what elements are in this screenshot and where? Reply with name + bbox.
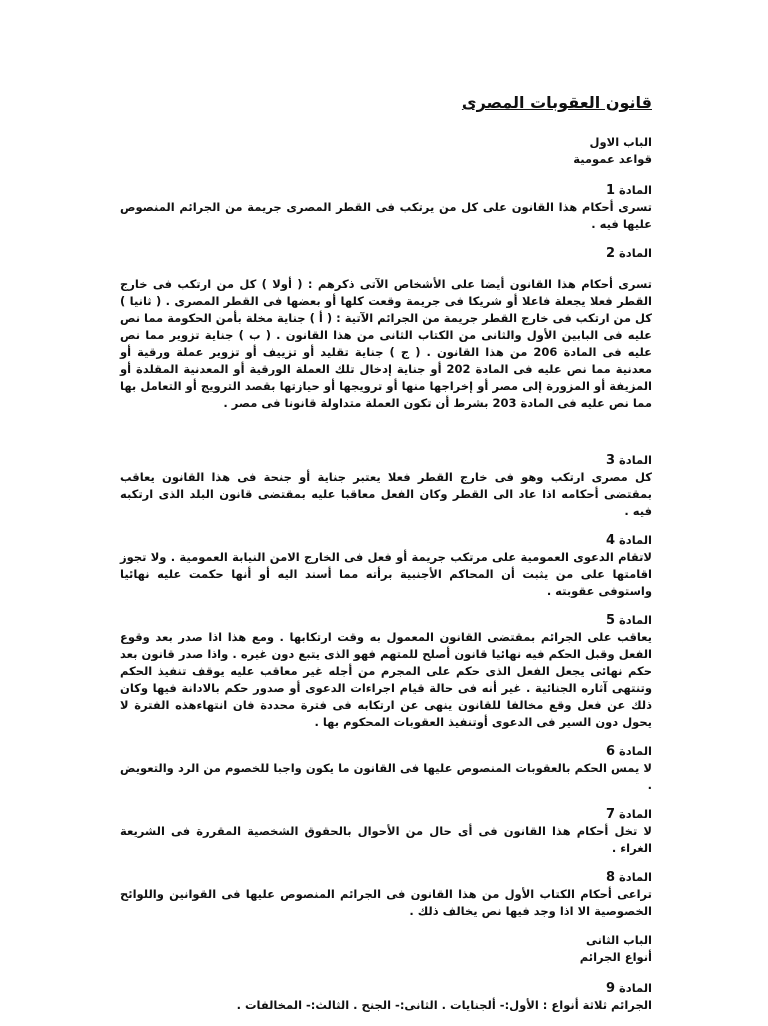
article-heading — [120, 452, 652, 469]
article-number: 7 — [605, 807, 615, 822]
article-number: 2 — [605, 246, 615, 261]
article-text: لا يمس الحكم بالعقوبات المنصوص عليها فى القانون ما يكون واجبا للخصوم من الرد والتعويض . — [120, 761, 652, 792]
article-label: المادة — [619, 246, 652, 260]
article-heading — [120, 245, 652, 262]
part-one-title: الباب الاول — [589, 135, 652, 149]
article-number: 6 — [605, 744, 615, 759]
article-label: المادة — [619, 533, 652, 547]
article-text: تسرى أحكام هذا القانون أيضا على الأشخاص الآتى ذكرهم : ( أولا ) كل من ارتكب فى خارج القطر فعلا يجعلة فاعلا أو شريكا فى جريمة وقعت كلها أو بعضها فى القطر المصرى . ( ثانيا ) كل من ارتكب فى خارج القطر جريمة من الجرائم الآتية : ( أ ) جناية مخلة بأمن الحكومة مما نص عليه فى البابين الأول والثانى من الكتاب الثانى من هذا القانون . ( ب ) جناية تزوير مما نص عليه فى المادة 206 من هذا القانون . ( ج ) جناية تقليد أو تزييف أو تزوير عملة ورقية أو معدنية مما نص عليه فى المادة 202 أو جناية إدخال تلك العملة الورقية أو المعدنية المقلدة أو المزيفة أو المزورة إلى مصر أو إخراجها منها أو ترويجها أو حيازتها بقصد الترويج أو التعامل بها مما نص عليه فى المادة 203 بشرط أن تكون العملة متداولة قانونا فى مصر . — [120, 277, 653, 410]
article-2 — [120, 245, 652, 412]
article-4 — [120, 532, 652, 600]
article-3 — [120, 452, 652, 520]
article-heading — [120, 532, 652, 549]
article-heading — [120, 612, 652, 629]
article-label: المادة — [619, 453, 652, 467]
document-page — [120, 92, 652, 1026]
article-number: 1 — [605, 183, 615, 198]
document-title: قانون العقوبات المصرى — [461, 93, 652, 112]
article-label: المادة — [619, 183, 652, 197]
article-heading — [120, 743, 652, 760]
part-one-subtitle: قواعد عمومية — [573, 152, 652, 166]
article-text: تسرى أحكام هذا القانون على كل من يرتكب فى القطر المصرى جريمة من الجرائم المنصوص عليها فيه . — [120, 200, 652, 231]
article-heading — [120, 806, 652, 823]
article-number: 5 — [605, 613, 615, 628]
article-text: لا تخل أحكام هذا القانون فى أى حال من الأحوال بالحقوق الشخصية المقررة فى الشريعة الغراء . — [120, 824, 652, 855]
part-two-heading — [120, 932, 652, 966]
article-1 — [120, 182, 652, 233]
article-6 — [120, 743, 652, 794]
article-text: كل مصرى ارتكب وهو فى خارج القطر فعلا يعتبر جناية أو جنحة فى هذا القانون يعاقب بمقتضى أحكامه اذا عاد الى القطر وكان الفعل معاقبا عليه بمقتضى قانون البلد الذى ارتكبه فيه . — [120, 470, 652, 518]
article-number: 8 — [605, 870, 615, 885]
article-label: المادة — [619, 613, 652, 627]
article-heading — [120, 182, 652, 199]
part-one-heading — [120, 134, 652, 168]
article-label: المادة — [619, 870, 652, 884]
article-7 — [120, 806, 652, 857]
article-text: تراعى أحكام الكتاب الأول من هذا القانون فى الجرائم المنصوص عليها فى القوانين واللوائح الخصوصية الا اذا وجد فيها نص يخالف ذلك . — [120, 887, 652, 918]
article-5 — [120, 612, 652, 731]
part-two-title: الباب الثانى — [585, 933, 652, 947]
article-label: المادة — [619, 807, 652, 821]
article-8 — [120, 869, 652, 920]
article-number: 3 — [605, 453, 615, 468]
article-text: لاتقام الدعوى العمومية على مرتكب جريمة أو فعل فى الخارج الامن النيابة العمومية . ولا تجوز اقامتها على من يثبت أن المحاكم الأجنبية برأته مما أسند اليه أو أنها حكمت عليه نهائيا واستوفى عقوبته . — [120, 550, 652, 598]
article-number: 9 — [605, 981, 615, 996]
article-label: المادة — [619, 981, 652, 995]
article-text: يعاقب على الجرائم بمقتضى القانون المعمول به وقت ارتكابها . ومع هذا اذا صدر بعد وقوع الفعل وقبل الحكم فيه نهائيا قانون أصلح للمتهم فهو الذى يتبع دون غيره . واذا صدر قانون بعد حكم نهائى يجعل الفعل الذى حكم على المجرم من أجله غير معاقب عليه يوقف تنفيذ الحكم وتنتهى آثاره الجنائية . غير أنه فى حالة قيام اجراءات الدعوى أو صدور حكم بالادانة فيها وكان ذلك عن فعل وقع مخالفا للقانون ينهى عن ارتكابه فى فترة محددة فان انتهاءهذه الفترة لا يحول دون السير فى الدعوى أوتنفيذ العقوبات المحكوم بها . — [120, 630, 652, 729]
article-text: الجرائم ثلاثة أنواع : الأول:- ألجنايات . الثانى:- الجنح . الثالث:- المخالفات . — [236, 998, 652, 1012]
article-number: 4 — [605, 533, 615, 548]
article-heading — [120, 869, 652, 886]
article-9 — [120, 980, 652, 1014]
article-label: المادة — [619, 744, 652, 758]
article-heading — [120, 980, 652, 997]
part-two-subtitle: أنواع الجرائم — [579, 950, 652, 964]
